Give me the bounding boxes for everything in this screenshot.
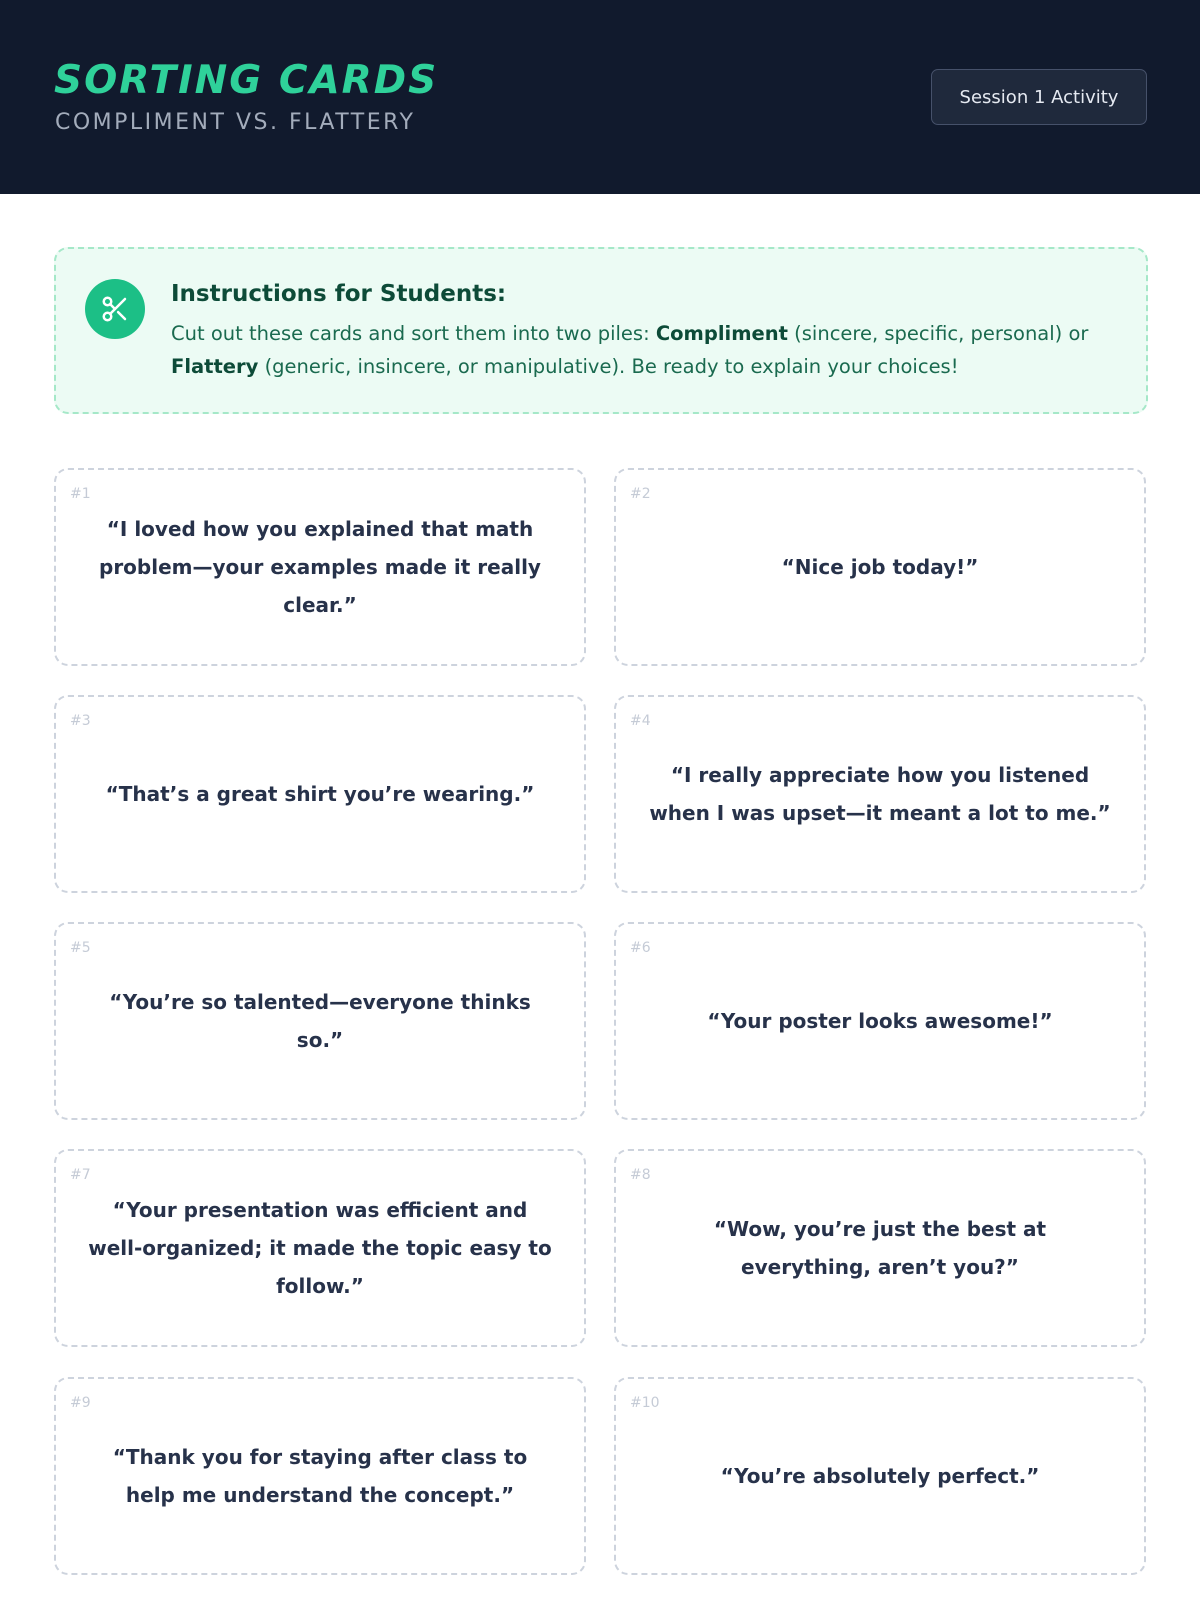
card-number: #4	[630, 713, 651, 729]
instructions-text	[171, 317, 1116, 383]
card-quote: “Your presentation was efficient and well-organized; it made the topic easy to follow.”	[88, 1198, 552, 1298]
sorting-card	[54, 1377, 586, 1575]
sorting-card	[54, 695, 586, 893]
sorting-card	[54, 468, 586, 666]
card-quote: “Wow, you’re just the best at everything, aren’t you?”	[713, 1217, 1047, 1279]
card-number: #3	[70, 713, 91, 729]
card-quote: “That’s a great shirt you’re wearing.”	[105, 782, 535, 806]
card-quote: “Nice job today!”	[781, 555, 979, 579]
card-number: #5	[70, 940, 91, 956]
sorting-card	[614, 1149, 1146, 1347]
page-title: SORTING CARDS	[54, 58, 439, 103]
card-number: #9	[70, 1395, 91, 1411]
card-quote: “Thank you for staying after class to help me understand the concept.”	[112, 1445, 528, 1507]
sorting-card	[614, 695, 1146, 893]
card-quote: “I really appreciate how you listened when I was upset—it meant a lot to me.”	[649, 763, 1111, 825]
scissors-icon-circle	[85, 279, 145, 339]
sorting-card	[614, 922, 1146, 1120]
sorting-card	[614, 1377, 1146, 1575]
card-quote: “You’re so talented—everyone thinks so.”	[109, 990, 531, 1052]
sorting-card	[54, 922, 586, 1120]
sorting-card	[614, 468, 1146, 666]
sorting-card	[54, 1149, 586, 1347]
page-subtitle: COMPLIMENT VS. FLATTERY	[55, 110, 416, 135]
card-number: #10	[630, 1395, 660, 1411]
card-number: #1	[70, 486, 91, 502]
compliment-label: Compliment	[655, 322, 788, 345]
instructions-text-part: Cut out these cards and sort them into two piles:	[171, 322, 656, 345]
session-badge: Session 1 Activity	[931, 69, 1147, 125]
card-quote: “I loved how you explained that math problem—your examples made it really clear.”	[99, 517, 541, 617]
instructions-text-part: (generic, insincere, or manipulative). Be ready to explain your choices!	[258, 355, 959, 378]
card-number: #8	[630, 1167, 651, 1183]
instructions-text-part: (sincere, specific, personal) or	[787, 322, 1089, 345]
card-quote: “You’re absolutely perfect.”	[720, 1464, 1040, 1488]
instructions-heading: Instructions for Students:	[171, 281, 507, 307]
card-number: #7	[70, 1167, 91, 1183]
flattery-label: Flattery	[171, 355, 259, 378]
card-number: #2	[630, 486, 651, 502]
card-quote: “Your poster looks awesome!”	[707, 1009, 1053, 1033]
page-header	[0, 0, 1200, 194]
instructions-box	[54, 247, 1148, 414]
scissors-icon	[100, 294, 130, 324]
card-number: #6	[630, 940, 651, 956]
